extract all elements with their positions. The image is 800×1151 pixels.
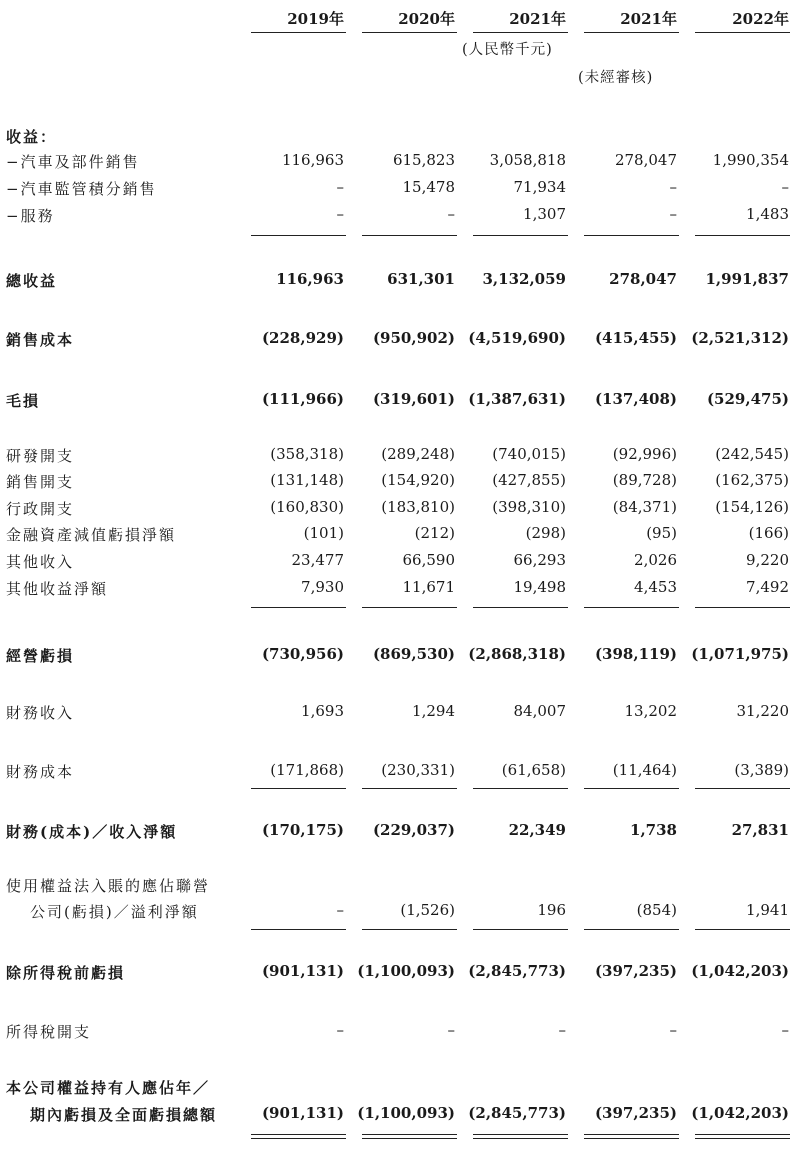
total-double-rule [473,1134,568,1139]
subtotal-rule [584,929,679,930]
row-value: (2,521,312) [691,329,789,347]
row-value: 615,823 [392,151,455,169]
table-row [0,151,800,175]
subtotal-rule [584,607,679,608]
row-label: −服務 [6,207,55,225]
row-value: (95) [646,524,677,542]
row-label: 經營虧損 [6,647,75,665]
row-value: (397,235) [594,1104,677,1122]
row-label: 公司(虧損)／溢利淨額 [30,903,199,921]
row-value: 278,047 [614,151,677,169]
row-value: (740,015) [492,445,566,463]
table-row [0,578,800,602]
total-double-rule [584,1134,679,1139]
row-value: (397,235) [594,962,677,980]
table-row [0,178,800,202]
row-value: 1,294 [412,702,455,720]
subtotal-rule [695,607,790,608]
row-value: – [781,1021,789,1039]
row-value: 84,007 [513,702,566,720]
row-value: (901,131) [261,1104,344,1122]
subtotal-rule [584,235,679,236]
row-value: 19,498 [513,578,566,596]
row-value: (869,530) [372,645,455,663]
row-value: (92,996) [612,445,677,463]
row-value: 9,220 [746,551,789,569]
row-value: 3,058,818 [489,151,566,169]
row-value: (131,148) [270,471,344,489]
row-label: 財務(成本)／收入淨額 [6,823,178,841]
total-double-rule [695,1134,790,1139]
row-value: 66,293 [513,551,566,569]
row-label: 所得稅開支 [6,1023,92,1041]
row-label: 使用權益法入賬的應佔聯營 [6,877,211,895]
table-row [0,901,800,925]
row-value: 631,301 [387,270,455,288]
row-value: (84,371) [612,498,677,516]
subtotal-rule [695,235,790,236]
unit-note: (人民幣千元) [462,42,553,58]
row-value: (1,100,093) [357,962,455,980]
column-header-rule [251,32,346,33]
row-value: 278,047 [609,270,677,288]
row-value: (183,810) [381,498,455,516]
table-row [0,1077,800,1101]
row-value: (11,464) [612,761,677,779]
subtotal-rule [362,607,457,608]
row-value: (289,248) [381,445,455,463]
total-double-rule [362,1134,457,1139]
row-value: (415,455) [594,329,677,347]
table-row [0,390,800,414]
column-header: 2021年 [620,10,677,28]
row-label: 研發開支 [6,447,75,465]
row-value: (3,389) [734,761,789,779]
row-value: – [336,1021,344,1039]
table-row [0,205,800,229]
column-header: 2021年 [509,10,566,28]
subtotal-rule [362,788,457,789]
row-value: (230,331) [381,761,455,779]
column-header-rule [362,32,457,33]
row-value: – [669,1021,677,1039]
column-header: 2020年 [398,10,455,28]
row-value: – [336,205,344,223]
row-value: – [447,205,455,223]
row-value: (298) [525,524,566,542]
row-value: 27,831 [731,821,789,839]
row-value: (228,929) [261,329,344,347]
column-header-rule [584,32,679,33]
row-value: (89,728) [612,471,677,489]
row-value: (171,868) [270,761,344,779]
row-value: (4,519,690) [468,329,566,347]
row-value: – [336,901,344,919]
row-value: (730,956) [261,645,344,663]
row-value: (901,131) [261,962,344,980]
total-double-rule [251,1134,346,1139]
table-row [0,962,800,986]
column-header-rule [695,32,790,33]
table-row [0,761,800,785]
table-row [0,1021,800,1045]
row-value: (1,042,203) [691,962,789,980]
table-row [0,702,800,726]
row-label: 銷售成本 [6,331,75,349]
row-label: 收益： [6,128,58,146]
subtotal-rule [251,788,346,789]
row-label: 財務收入 [6,704,75,722]
unaudited-note: (未經審核) [578,70,654,86]
row-value: (160,830) [270,498,344,516]
row-value: 2,026 [634,551,677,569]
row-value: 71,934 [513,178,566,196]
row-label: 其他收益淨額 [6,580,109,598]
subtotal-rule [251,929,346,930]
subtotal-rule [695,788,790,789]
row-label: 其他收入 [6,553,75,571]
row-value: (398,310) [492,498,566,516]
row-value: (358,318) [270,445,344,463]
row-value: (1,071,975) [691,645,789,663]
row-value: (398,119) [594,645,677,663]
subtotal-rule [251,235,346,236]
row-value: 116,963 [281,151,344,169]
row-value: (162,375) [715,471,789,489]
row-value: 196 [537,901,566,919]
row-value: – [447,1021,455,1039]
row-value: – [781,178,789,196]
row-value: (950,902) [372,329,455,347]
row-value: 22,349 [508,821,566,839]
subtotal-rule [362,929,457,930]
table-row [0,329,800,353]
row-value: 116,963 [276,270,344,288]
subtotal-rule [362,235,457,236]
row-value: (529,475) [706,390,789,408]
row-value: – [558,1021,566,1039]
row-value: (154,920) [381,471,455,489]
subtotal-rule [251,607,346,608]
row-value: 3,132,059 [482,270,566,288]
row-label: 金融資產減值虧損淨額 [6,526,177,544]
row-value: 1,483 [746,205,789,223]
row-value: 1,738 [630,821,677,839]
row-value: 1,990,354 [712,151,789,169]
row-value: (854) [636,901,677,919]
subtotal-rule [695,929,790,930]
table-row [0,551,800,575]
table-row [0,645,800,669]
row-value: (1,042,203) [691,1104,789,1122]
subtotal-rule [473,788,568,789]
row-value: 4,453 [634,578,677,596]
row-label: 財務成本 [6,763,75,781]
row-value: 1,991,837 [705,270,789,288]
table-row [0,471,800,495]
row-value: (1,100,093) [357,1104,455,1122]
row-value: 7,930 [301,578,344,596]
table-row [0,875,800,899]
row-value: (170,175) [261,821,344,839]
row-value: (2,845,773) [468,1104,566,1122]
row-label: 毛損 [6,392,41,410]
table-row [0,498,800,522]
row-value: 1,941 [746,901,789,919]
row-value: 23,477 [291,551,344,569]
row-label: −汽車監管積分銷售 [6,180,157,198]
column-header: 2022年 [732,10,789,28]
row-value: 11,671 [402,578,455,596]
row-value: (229,037) [372,821,455,839]
table-row [0,270,800,294]
row-value: 1,307 [523,205,566,223]
row-value: (166) [748,524,789,542]
table-row [0,821,800,845]
column-header: 2019年 [287,10,344,28]
row-value: 15,478 [402,178,455,196]
row-label: 銷售開支 [6,473,75,491]
row-value: (212) [414,524,455,542]
row-value: (154,126) [715,498,789,516]
row-value: 1,693 [301,702,344,720]
row-label: 本公司權益持有人應佔年／ [6,1079,211,1097]
table-row [0,126,800,150]
row-value: 31,220 [736,702,789,720]
row-label: 行政開支 [6,500,75,518]
row-label: 總收益 [6,272,58,290]
row-value: (137,408) [594,390,677,408]
table-row [0,1104,800,1128]
row-value: (319,601) [372,390,455,408]
row-value: (242,545) [715,445,789,463]
row-value: 66,590 [402,551,455,569]
table-row [0,524,800,548]
subtotal-rule [584,788,679,789]
row-value: (1,526) [400,901,455,919]
row-value: – [669,178,677,196]
row-value: – [669,205,677,223]
row-value: (111,966) [261,390,344,408]
subtotal-rule [473,607,568,608]
row-value: (61,658) [501,761,566,779]
subtotal-rule [473,235,568,236]
row-value: (2,868,318) [468,645,566,663]
row-value: (427,855) [492,471,566,489]
row-value: (2,845,773) [468,962,566,980]
row-label: 除所得稅前虧損 [6,964,126,982]
column-header-rule [473,32,568,33]
table-row [0,445,800,469]
row-value: (101) [303,524,344,542]
row-value: 13,202 [624,702,677,720]
subtotal-rule [473,929,568,930]
row-label: −汽車及部件銷售 [6,153,140,171]
row-value: – [336,178,344,196]
row-value: 7,492 [746,578,789,596]
row-value: (1,387,631) [468,390,566,408]
row-label: 期內虧損及全面虧損總額 [30,1106,218,1124]
